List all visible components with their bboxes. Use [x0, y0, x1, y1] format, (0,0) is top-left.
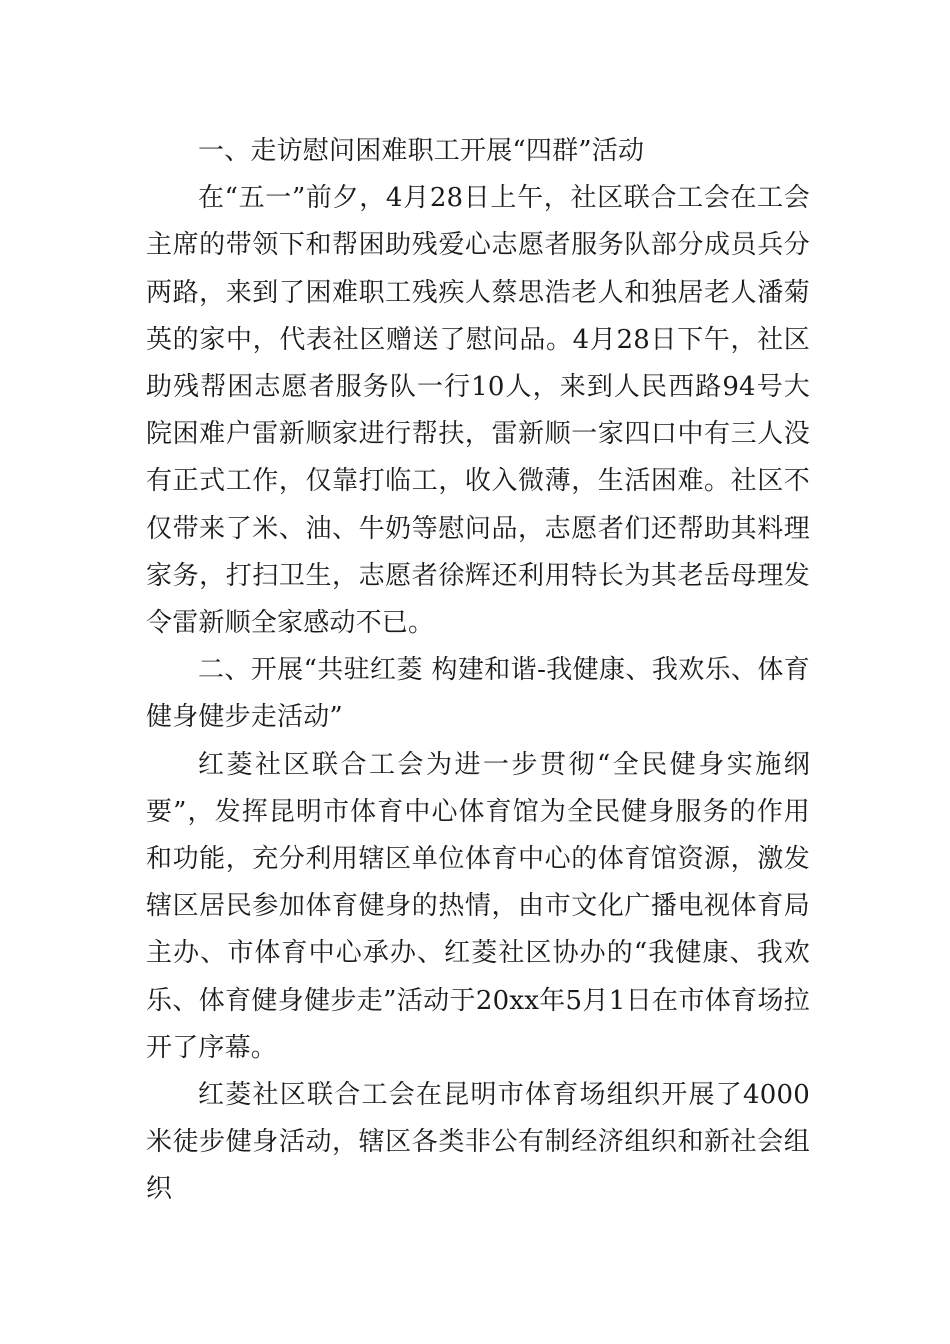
document-page: [146, 128, 810, 1214]
paragraph-fitness: 红菱社区联合工会为进一步贯彻“全民健身实施纲要”，发挥昆明市体育中心体育馆为全民健身服务的作用和功能，充分利用辖区单位体育中心的体育馆资源，激发辖区居民参加体育健身的热情，由市文化广播电视体育局主办、市体育中心承办、红菱社区协办的“我健康、我欢乐、体育健身健步走”活动于20xx年5月1日在市体育场拉开了序幕。: [146, 749, 810, 1063]
section-heading-2: 二、开展“共驻红菱 构建和谐-我健康、我欢乐、体育健身健步走活动”: [146, 655, 810, 733]
paragraph-visit: 在“五一”前夕，4月28日上午，社区联合工会在工会主席的带领下和帮困助残爱心志愿者服务队部分成员兵分两路，来到了困难职工残疾人蔡思浩老人和独居老人潘菊英的家中，代表社区赠送了慰问品。4月28日下午，社区助残帮困志愿者服务队一行10人，来到人民西路94号大院困难户雷新顺家进行帮扶，雷新顺一家四口中有三人没有正式工作，仅靠打临工，收入微薄，生活困难。社区不仅带来了米、油、牛奶等慰问品，志愿者们还帮助其料理家务，打扫卫生，志愿者徐辉还利用特长为其老岳母理发令雷新顺全家感动不已。: [146, 183, 810, 639]
paragraph-walk: 红菱社区联合工会在昆明市体育场组织开展了4000米徒步健身活动，辖区各类非公有制经济组织和新社会组织: [146, 1080, 810, 1205]
section-heading-1: 一、走访慰问困难职工开展“四群”活动: [198, 136, 645, 166]
